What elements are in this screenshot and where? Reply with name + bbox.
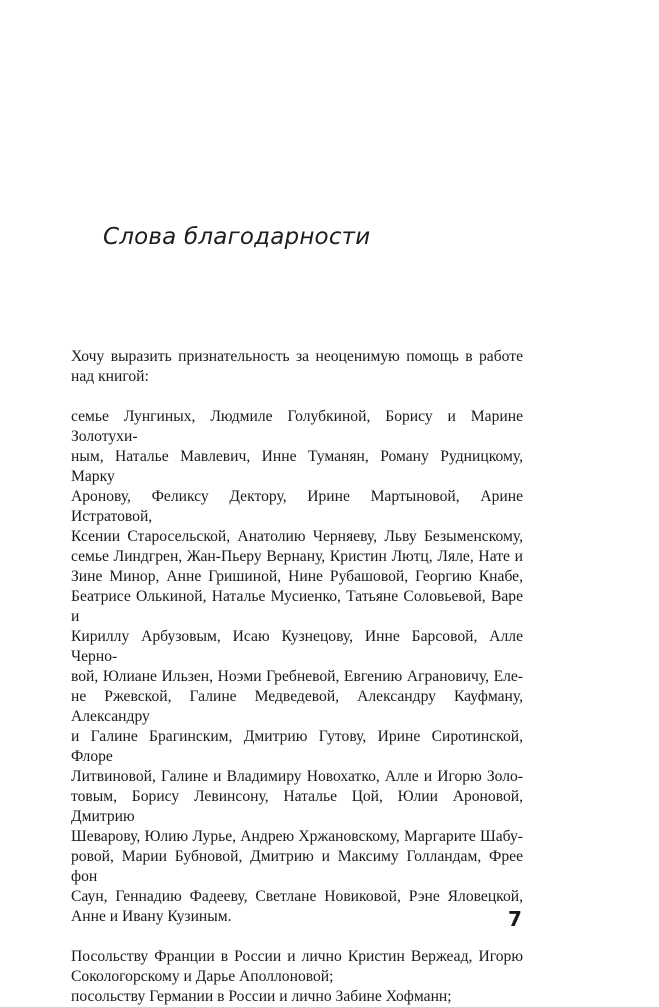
text-line: Аронову, Феликсу Дектору, Ирине Мартыновой, Арине Истратовой,	[71, 488, 523, 525]
text-line: Кириллу Арбузовым, Исаю Кузнецову, Инне Барсовой, Алле Черно-	[71, 628, 523, 665]
page-title: Слова благодарности	[103, 224, 371, 250]
text-line: вой, Юлиане Ильзен, Ноэми Гребневой, Евгению Аграновичу, Еле-	[71, 668, 523, 685]
text-line: ным, Наталье Мавлевич, Инне Туманян, Роману Рудницкому, Марку	[71, 448, 523, 485]
text-line: товым, Борису Левинсону, Наталье Цой, Юлии Ароновой, Дмитрию	[71, 788, 523, 825]
text-line: Ксении Старосельской, Анатолию Черняеву, Льву Безыменскому,	[71, 528, 523, 545]
page-number: 7	[508, 907, 522, 931]
text-line: Беатрисе Олькиной, Наталье Мусиенко, Татьяне Соловьевой, Варе и	[71, 588, 523, 625]
text-line: и Галине Брагинским, Дмитрию Гутову, Ирине Сиротинской, Флоре	[71, 728, 523, 765]
text-line: семье Линдгрен, Жан-Пьеру Вернану, Кристин Лютц, Ляле, Нате и	[71, 548, 523, 565]
embassies-paragraph	[71, 947, 523, 1007]
acknowledgements-paragraph	[71, 407, 523, 927]
text-line: Саун, Геннадию Фадееву, Светлане Новиковой, Рэне Яловецкой,	[71, 888, 523, 905]
text-line: Посольству Франции в России и лично Кристин Вержеад, Игорю	[71, 948, 523, 965]
text-line: Сокологорскому и Дарье Аполлоновой;	[71, 968, 334, 985]
text-line: Литвиновой, Галине и Владимиру Новохатко, Алле и Игорю Золо-	[71, 768, 523, 785]
intro-paragraph	[71, 347, 523, 387]
body-text	[71, 347, 523, 1007]
text-line: Зине Минор, Анне Гришиной, Нине Рубашовой, Георгию Кнабе,	[71, 568, 523, 585]
text-line: посольству Германии в России и лично Забине Хофманн;	[71, 988, 452, 1005]
text-line: не Ржевской, Галине Медведевой, Александру Кауфману, Александру	[71, 688, 523, 725]
text-line: ровой, Марии Бубновой, Дмитрию и Максиму Голландам, Фрее фон	[71, 848, 523, 885]
text-line: Хочу выразить признательность за неоценимую помощь в работе	[71, 348, 523, 365]
text-line: Шеварову, Юлию Лурье, Андрею Хржановскому, Маргарите Шабу-	[71, 828, 523, 845]
text-line: семье Лунгиных, Людмиле Голубкиной, Борису и Марине Золотухи-	[71, 408, 523, 445]
text-line: Анне и Ивану Кузиным.	[71, 908, 232, 925]
text-line: над книгой:	[71, 368, 149, 385]
